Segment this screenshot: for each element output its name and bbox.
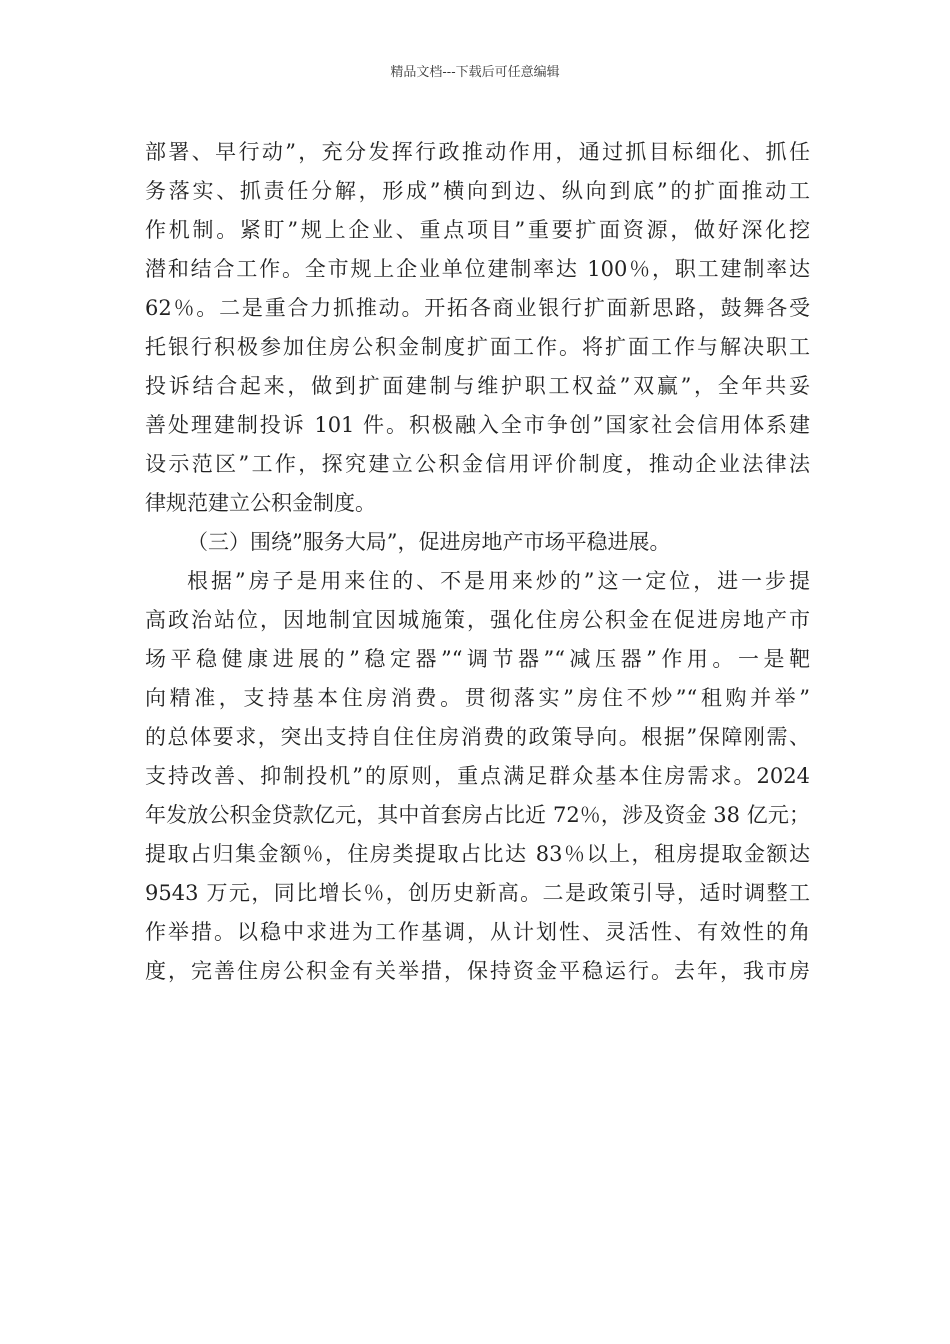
section-heading [145,523,810,562]
text-line: 设示范区”工作，探究建立公积金信用评价制度，推动企业法律法 [145,452,810,476]
paragraph-3 [145,562,810,991]
text-line: 提取占归集金额％，住房类提取占比达 83％以上，租房提取金额达 [145,842,810,866]
text-line: 潜和结合工作。全市规上企业单位建制率达 100％，职工建制率达 [145,257,810,281]
paragraph-1 [145,133,810,523]
text-line: 务落实、抓责任分解，形成”横向到边、纵向到底”的扩面推动工 [145,179,810,203]
text-line: 62％。二是重合力抓推动。开拓各商业银行扩面新思路，鼓舞各受 [145,296,810,320]
document-body [145,133,810,991]
text-line: 部署、早行动”，充分发挥行政推动作用，通过抓目标细化、抓任 [145,140,810,164]
text-line: 9543 万元，同比增长％，创历史新高。二是政策引导，适时调整工 [145,881,810,905]
text-line: 度，完善住房公积金有关举措，保持资金平稳运行。去年，我市房 [145,959,810,983]
text-line: 支持改善、抑制投机”的原则，重点满足群众基本住房需求。2024 [145,764,810,788]
heading-line: （三）围绕”服务大局”，促进房地产市场平稳进展。 [187,530,671,554]
text-line: 年发放公积金贷款亿元，其中首套房占比近 72％，涉及资金 38 亿元； [145,803,810,827]
text-line: 的总体要求，突出支持自住住房消费的政策导向。根据”保障刚需、 [145,725,810,749]
text-line: 高政治站位，因地制宜因城施策，强化住房公积金在促进房地产市 [145,608,810,632]
text-line: 托银行积极参加住房公积金制度扩面工作。将扩面工作与解决职工 [145,335,810,359]
text-line: 作举措。以稳中求进为工作基调，从计划性、灵活性、有效性的角 [145,920,810,944]
text-line: 投诉结合起来，做到扩面建制与维护职工权益”双赢”，全年共妥 [145,374,810,398]
text-line: 善处理建制投诉 101 件。积极融入全市争创”国家社会信用体系建 [145,413,810,437]
text-line: 向精准，支持基本住房消费。贯彻落实”房住不炒”“租购并举” [145,686,810,710]
page-header: 精品文档---下载后可任意编辑 [390,65,560,80]
text-line: 根据”房子是用来住的、不是用来炒的”这一定位，进一步提 [187,569,810,593]
text-line: 律规范建立公积金制度。 [145,491,376,515]
text-line: 场平稳健康进展的”稳定器”“调节器”“减压器”作用。一是靶 [145,647,810,671]
text-line: 作机制。紧盯”规上企业、重点项目”重要扩面资源，做好深化挖 [145,218,810,242]
